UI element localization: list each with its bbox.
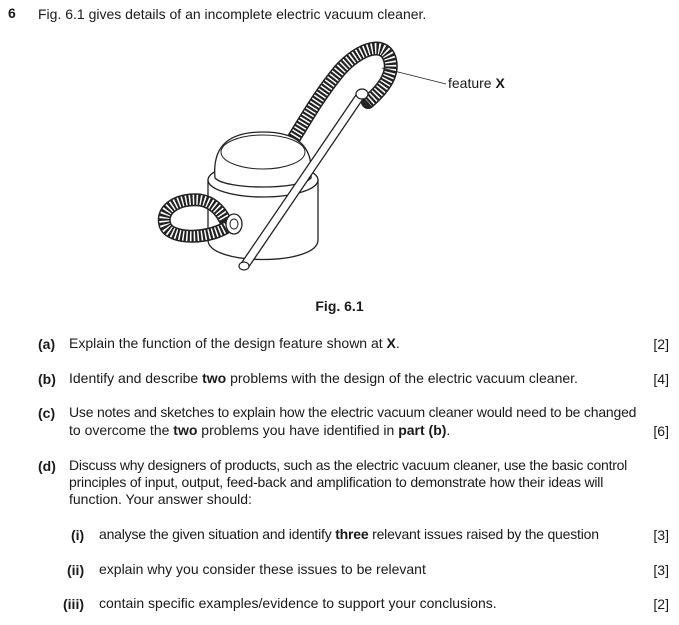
subpart-ii-label: (ii) xyxy=(67,562,85,578)
subpart-iii-text: contain specific examples/evidence to support your conclusions. xyxy=(99,595,497,611)
cleaner-lid xyxy=(215,132,312,187)
part-b-marks: [4] xyxy=(653,371,669,387)
figure-caption: Fig. 6.1 xyxy=(315,298,364,314)
feature-x-label: feature X xyxy=(448,75,505,91)
part-c-label: (c) xyxy=(38,405,56,421)
part-a-marks: [2] xyxy=(653,336,669,352)
part-b-label: (b) xyxy=(38,371,56,387)
part-a-text: Explain the function of the design feature shown at X. xyxy=(69,335,400,351)
part-d-line1: Discuss why designers of products, such as the electric vacuum cleaner, use the basic control xyxy=(69,457,628,473)
subpart-ii-text: explain why you consider these issues to be relevant xyxy=(99,561,426,577)
part-a-label: (a) xyxy=(38,336,56,352)
question-number: 6 xyxy=(8,5,16,21)
part-d-line3: function. Your answer should: xyxy=(69,491,252,507)
subpart-i-marks: [3] xyxy=(653,527,669,543)
part-d-label: (d) xyxy=(38,458,56,474)
part-b-text: Identify and describe two problems with the design of the electric vacuum cleaner. xyxy=(69,370,578,386)
part-d-line2: principles of input, output, feed-back and amplification to demonstrate how their ideas will xyxy=(69,474,604,490)
subpart-ii-marks: [3] xyxy=(653,562,669,578)
part-c-line2: to overcome the two problems you have identified in part (b). xyxy=(69,422,451,438)
part-c-marks: [6] xyxy=(653,423,669,439)
part-c-line1: Use notes and sketches to explain how the electric vacuum cleaner would need to be changed xyxy=(69,404,637,420)
vacuum-cleaner-figure xyxy=(150,40,530,280)
subpart-i-label: (i) xyxy=(71,527,85,543)
question-intro: Fig. 6.1 gives details of an incomplete electric vacuum cleaner. xyxy=(38,6,427,22)
subpart-iii-label: (iii) xyxy=(63,596,84,612)
subpart-iii-marks: [2] xyxy=(653,596,669,612)
subpart-i-text: analyse the given situation and identify three relevant issues raised by the question xyxy=(99,526,599,542)
